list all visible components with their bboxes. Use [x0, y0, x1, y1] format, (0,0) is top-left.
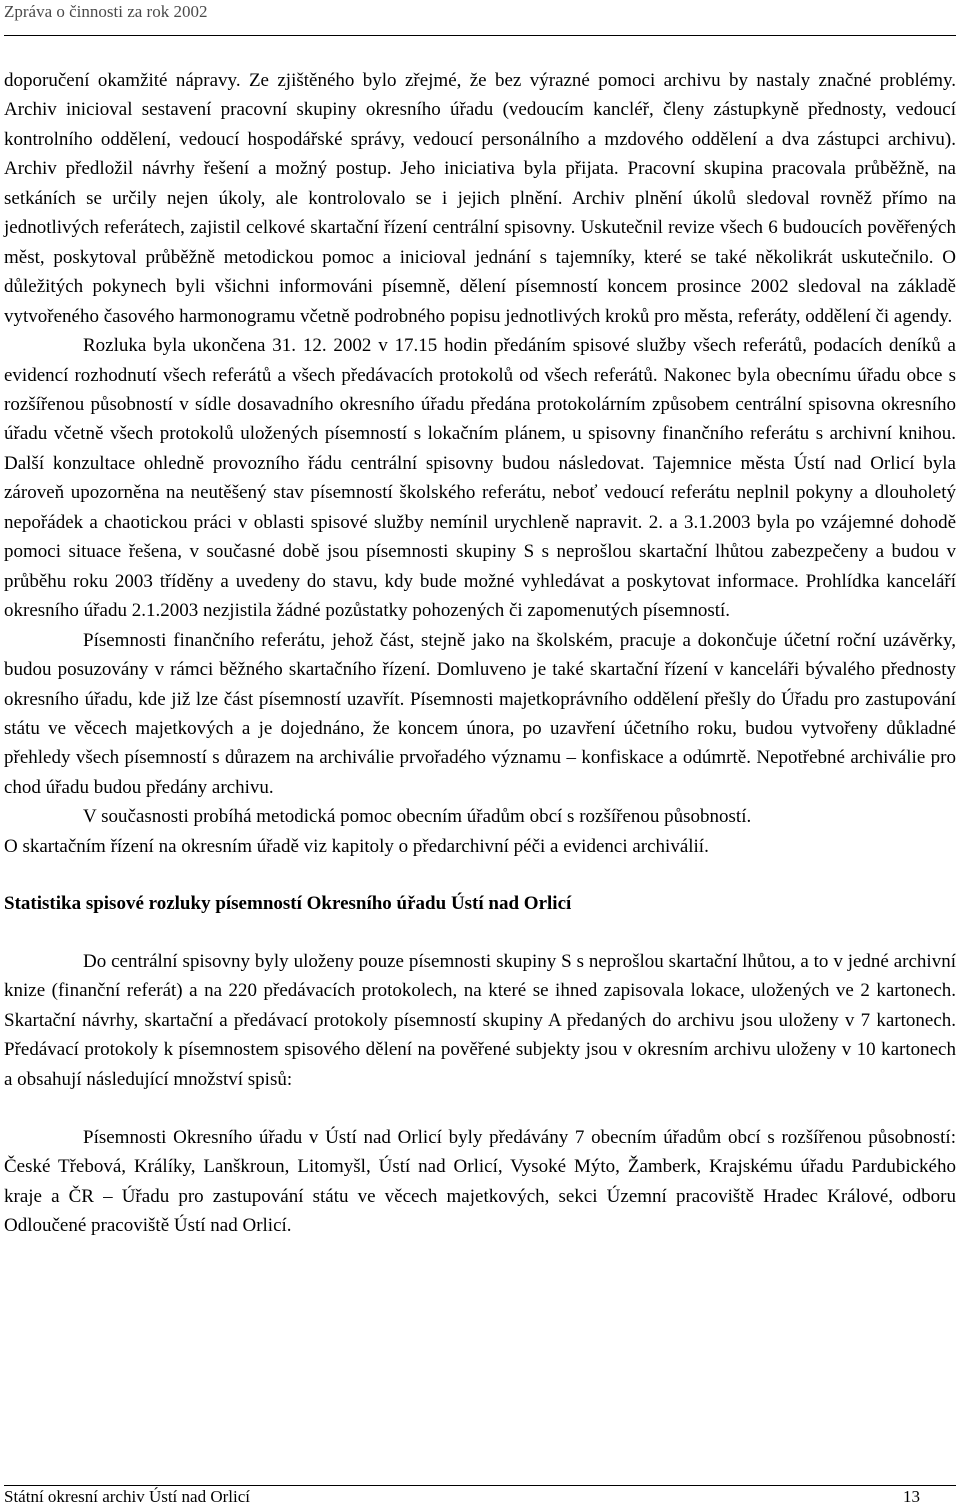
paragraph-3: Písemnosti finančního referátu, jehož část, stejně jako na školském, pracuje a dokončuje účetní roční uzávěrky, budou posuzovány v rámci běžného skartačního řízení. Domluveno je také skartační řízení v kanceláři bývalého přednosty okresního úřadu, kde již lze část písemností uzavřít. Písemnosti majetkoprávního oddělení přešly do Úřadu pro zastupování státu ve věcech majetkových a je dojednáno, že koncem února, po uzavření účetního roku, budou vytvořeny důkladné přehledy všech písemností s důrazem na archiválie prvořadého významu – konfiskace a odúmrtě. Nepotřebné archiválie pro chod úřadu budou předány archivu.	[4, 629, 956, 798]
header-rule	[4, 35, 956, 36]
document-body	[4, 66, 956, 1241]
section-heading: Statistika spisové rozluky písemností Okresního úřadu Ústí nad Orlicí	[4, 893, 572, 915]
paragraph-7: Písemnosti Okresního úřadu v Ústí nad Orlicí byly předávány 7 obecním úřadům obcí s rozšířenou působností: České Třebová, Králíky, Lanškroun, Litomyšl, Ústí nad Orlicí, Vysoké Mýto, Žamberk, Krajskému úřadu Pardubického kraje a ČR – Úřadu pro zastupování státu ve věcech majetkových, sekci Územní pracoviště Hradec Králové, odboru Odloučené pracoviště Ústí nad Orlicí.	[4, 1126, 956, 1237]
page-number: 13	[903, 1487, 920, 1506]
paragraph-4: V současnosti probíhá metodická pomoc obecním úřadům obcí s rozšířenou působností.	[83, 806, 752, 828]
paragraph-2: Rozluka byla ukončena 31. 12. 2002 v 17.15 hodin předáním spisové služby všech referátů, podacích deníků a evidencí rozhodnutí všech referátů a všech předávacích protokolů od všech referátů. Nakonec byla obecnímu úřadu obce s rozšířenou působností v sídle dosavadního okresního úřadu předána protokolárním způsobem centrální spisovna okresního úřadu včetně všech protokolů uložených písemností s lokačním plánem, u spisovny finančního referátu s archivní knihou. Další konzultace ohledně provozního řádu centrální spisovny budou následovat. Tajemnice města Ústí nad Orlicí byla zároveň upozorněna na neutěšený stav písemností školského referátu, neboť vedoucí referátu neplnil pokyny a dlouholetý nepořádek a chaotickou práci v oblasti spisové služby nemínil urychleně napravit. 2. a 3.1.2003 byla po vzájemné dohodě pomoci situace řešena, v současné době jsou písemnosti skupiny S s neprošlou skartační lhůtou zabezpečeny a budou v průběhu roku 2003 tříděny a uvedeny do stavu, kdy bude možné vyhledávat a poskytovat informace. Prohlídka kanceláří okresního úřadu 2.1.2003 nezjistila žádné pozůstatky pohozených či zapomenutých písemností.	[4, 335, 956, 622]
page-footer	[4, 1488, 956, 1506]
paragraph-5: O skartačním řízení na okresním úřadě viz kapitoly o předarchivní péči a evidenci archiválií.	[4, 835, 709, 857]
paragraph-1: doporučení okamžité nápravy. Ze zjištěného bylo zřejmé, že bez výrazné pomoci archivu by nastaly značné problémy. Archiv inicioval sestavení pracovní skupiny okresního úřadu (vedoucím kancléř, členy zástupkyně přednosty, vedoucí kontrolního oddělení, vedoucí hospodářské správy, vedoucí personálního a mzdového oddělení a dva zástupci archivu). Archiv předložil návrhy řešení a možný postup. Jeho iniciativa byla přijata. Pracovní skupina pracovala průběžně, na setkáních se určily nejen úkoly, ale kontrolovalo se i jejich plnění. Archiv plnění úkolů sledoval rovněž přímo na jednotlivých referátech, zajistil celkové skartační řízení centrální spisovny. Uskutečnil revize všech 6 budoucích pověřených měst, poskytoval průběžně metodickou pomoc a inicioval jednání s tajemníky, které se také několikrát uskutečnilo. O důležitých pokynech byli všichni informováni písemně, dělení písemností koncem prosince 2002 sledoval na základě vytvořeného časového harmonogramu včetně podrobného popisu jednotlivých kroků pro města, referáty, oddělení či agendy.	[4, 70, 956, 327]
footer-rule	[4, 1485, 956, 1486]
running-header: Zpráva o činnosti za rok 2002	[4, 2, 208, 21]
footer-archive-name: Státní okresní archiv Ústí nad Orlicí	[4, 1487, 250, 1506]
paragraph-6: Do centrální spisovny byly uloženy pouze písemnosti skupiny S s neprošlou skartační lhůtou, a to v jedné archivní knize (finanční referát) a na 220 předávacích protokolech, na které se ihned zapisovala lokace, uložených ve 2 kartonech. Skartační návrhy, skartační a předávací protokoly písemností skupiny A předaných do archivu jsou uloženy v 7 kartonech. Předávací protokoly k písemnostem spisového dělení na pověřené subjekty jsou v okresním archivu uloženy v 10 kartonech a obsahují následující množství spisů:	[4, 950, 956, 1090]
